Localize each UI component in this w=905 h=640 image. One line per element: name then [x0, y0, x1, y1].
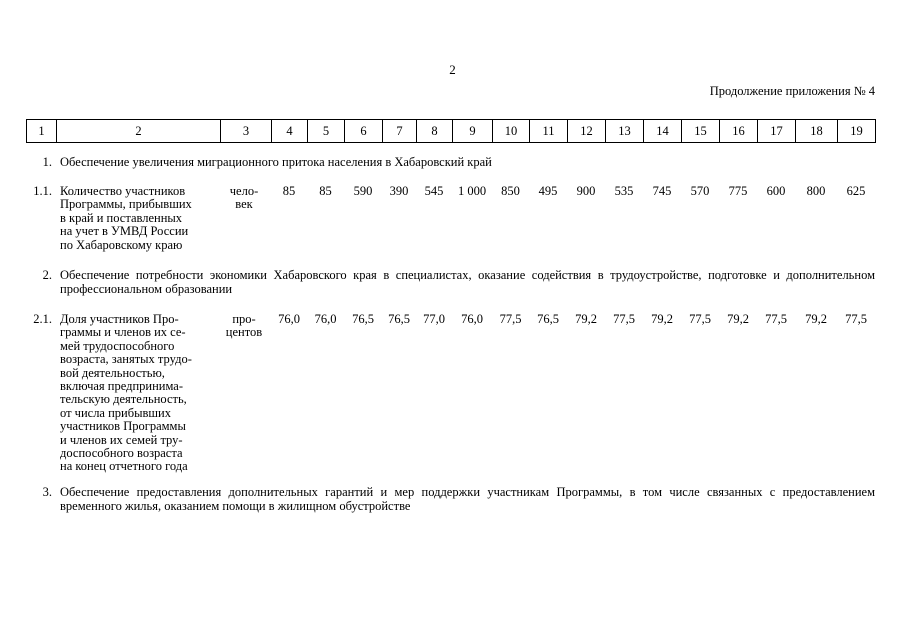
- value-cell: 1 000: [457, 184, 487, 198]
- indicator-label-line: в край и поставленных: [60, 210, 183, 225]
- indicator-label-line: от числа прибывших: [60, 405, 171, 420]
- indicator-label-line: на конец отчетного года: [60, 459, 188, 474]
- value-cell: 535: [614, 184, 634, 198]
- column-header-1: 1: [27, 120, 57, 143]
- indicator-label-line: доспособного возраста: [60, 446, 183, 461]
- column-header-13: 13: [606, 120, 644, 143]
- value-cell: 495: [538, 184, 558, 198]
- value-cell: 545: [424, 184, 444, 198]
- section-title: Обеспечение предоставления дополнительных гарантий и мер поддержки участникам Программы, в том числе связанных с предоставлением временного жилья, оказанием помощи в жилищном обустройстве: [60, 485, 875, 513]
- value-cell: 775: [728, 184, 748, 198]
- value-cell: 76,0: [461, 312, 483, 326]
- value-cell: 76,5: [537, 312, 559, 326]
- column-header-9: 9: [453, 120, 493, 143]
- value-cell: 77,5: [845, 312, 867, 326]
- indicator-label-line: Количество участников: [60, 184, 186, 198]
- continuation-label: Продолжение приложения № 4: [709, 84, 875, 98]
- column-header-table: [26, 119, 876, 143]
- column-header-16: 16: [720, 120, 758, 143]
- section-number: 1.: [42, 155, 52, 169]
- section-title: Обеспечение увеличения миграционного притока населения в Хабаровский край: [60, 155, 492, 169]
- indicator-label-line: включая предпринима-: [60, 379, 184, 394]
- column-header-7: 7: [383, 120, 417, 143]
- value-cell: 625: [846, 184, 866, 198]
- section-title: Обеспечение потребности экономики Хабаровского края в специалистах, оказание содействия в трудоустройстве, подготовке и дополнительном профессиональном образовании: [60, 268, 875, 296]
- indicator-label-line: участников Программы: [60, 419, 186, 434]
- column-header-19: 19: [838, 120, 876, 143]
- value-cell: 79,2: [651, 312, 673, 326]
- value-cell: 600: [766, 184, 786, 198]
- value-cell: 900: [576, 184, 596, 198]
- page-number: 2: [449, 62, 456, 77]
- value-cell: 77,5: [765, 312, 787, 326]
- column-header-14: 14: [644, 120, 682, 143]
- indicator-label-line: и членов их семей тру-: [60, 432, 183, 447]
- section-number: 2.: [42, 268, 52, 282]
- column-header-18: 18: [796, 120, 838, 143]
- value-cell: 570: [690, 184, 710, 198]
- value-cell: 79,2: [727, 312, 749, 326]
- indicator-label-line: вой деятельностью,: [60, 365, 165, 380]
- value-cell: 76,0: [314, 312, 337, 326]
- unit-label-line: про-: [232, 312, 256, 326]
- column-header-10: 10: [493, 120, 530, 143]
- indicator-label-line: тельскую деятельность,: [60, 392, 187, 407]
- value-cell: 85: [319, 184, 332, 198]
- indicator-label: [60, 313, 212, 474]
- indicator-label-line: по Хабаровскому краю: [60, 237, 183, 252]
- indicator-label-line: Доля участников Про-: [60, 312, 179, 326]
- table-row: [26, 313, 875, 478]
- column-header-8: 8: [417, 120, 453, 143]
- column-header-4: 4: [272, 120, 308, 143]
- section-number: 3.: [42, 485, 52, 499]
- column-header-6: 6: [345, 120, 383, 143]
- value-cell: 79,2: [575, 312, 597, 326]
- row-number: 2.1.: [33, 312, 52, 326]
- column-header-3: 3: [221, 120, 272, 143]
- indicator-label-line: на учет в УМВД России: [60, 224, 189, 239]
- value-cell: 745: [652, 184, 672, 198]
- value-cell: 76,5: [352, 312, 374, 326]
- value-cell: 590: [353, 184, 373, 198]
- indicator-label-line: мей трудоспособного: [60, 338, 175, 353]
- value-cell: 77,5: [499, 312, 522, 326]
- column-header-row: [27, 120, 876, 143]
- value-cell: 79,2: [805, 312, 827, 326]
- column-header-17: 17: [758, 120, 796, 143]
- value-cell: 76,5: [388, 312, 410, 326]
- table-row: [26, 185, 875, 255]
- value-cell: 800: [806, 184, 826, 198]
- indicator-label-line: Программы, прибывших: [60, 197, 192, 212]
- value-cell: 85: [282, 184, 296, 198]
- column-header-2: 2: [57, 120, 221, 143]
- unit-label: [220, 185, 268, 212]
- value-cell: 77,5: [613, 312, 635, 326]
- row-number: 1.1.: [33, 184, 52, 198]
- indicator-label-line: граммы и членов их се-: [60, 325, 186, 340]
- unit-label-line: чело-: [229, 184, 259, 198]
- value-cell: 76,0: [278, 312, 300, 326]
- value-cell: 390: [389, 184, 409, 198]
- column-header-15: 15: [682, 120, 720, 143]
- column-header-5: 5: [308, 120, 345, 143]
- value-cell: 77,0: [423, 312, 445, 326]
- unit-label-line: центов: [225, 325, 263, 340]
- value-cell: 77,5: [689, 312, 711, 326]
- indicator-label-line: возраста, занятых трудо-: [60, 352, 192, 367]
- column-header-12: 12: [568, 120, 606, 143]
- unit-label: [220, 313, 268, 340]
- value-cell: 850: [501, 184, 520, 198]
- indicator-label: [60, 185, 212, 252]
- column-header-11: 11: [530, 120, 568, 143]
- unit-label-line: век: [235, 197, 253, 212]
